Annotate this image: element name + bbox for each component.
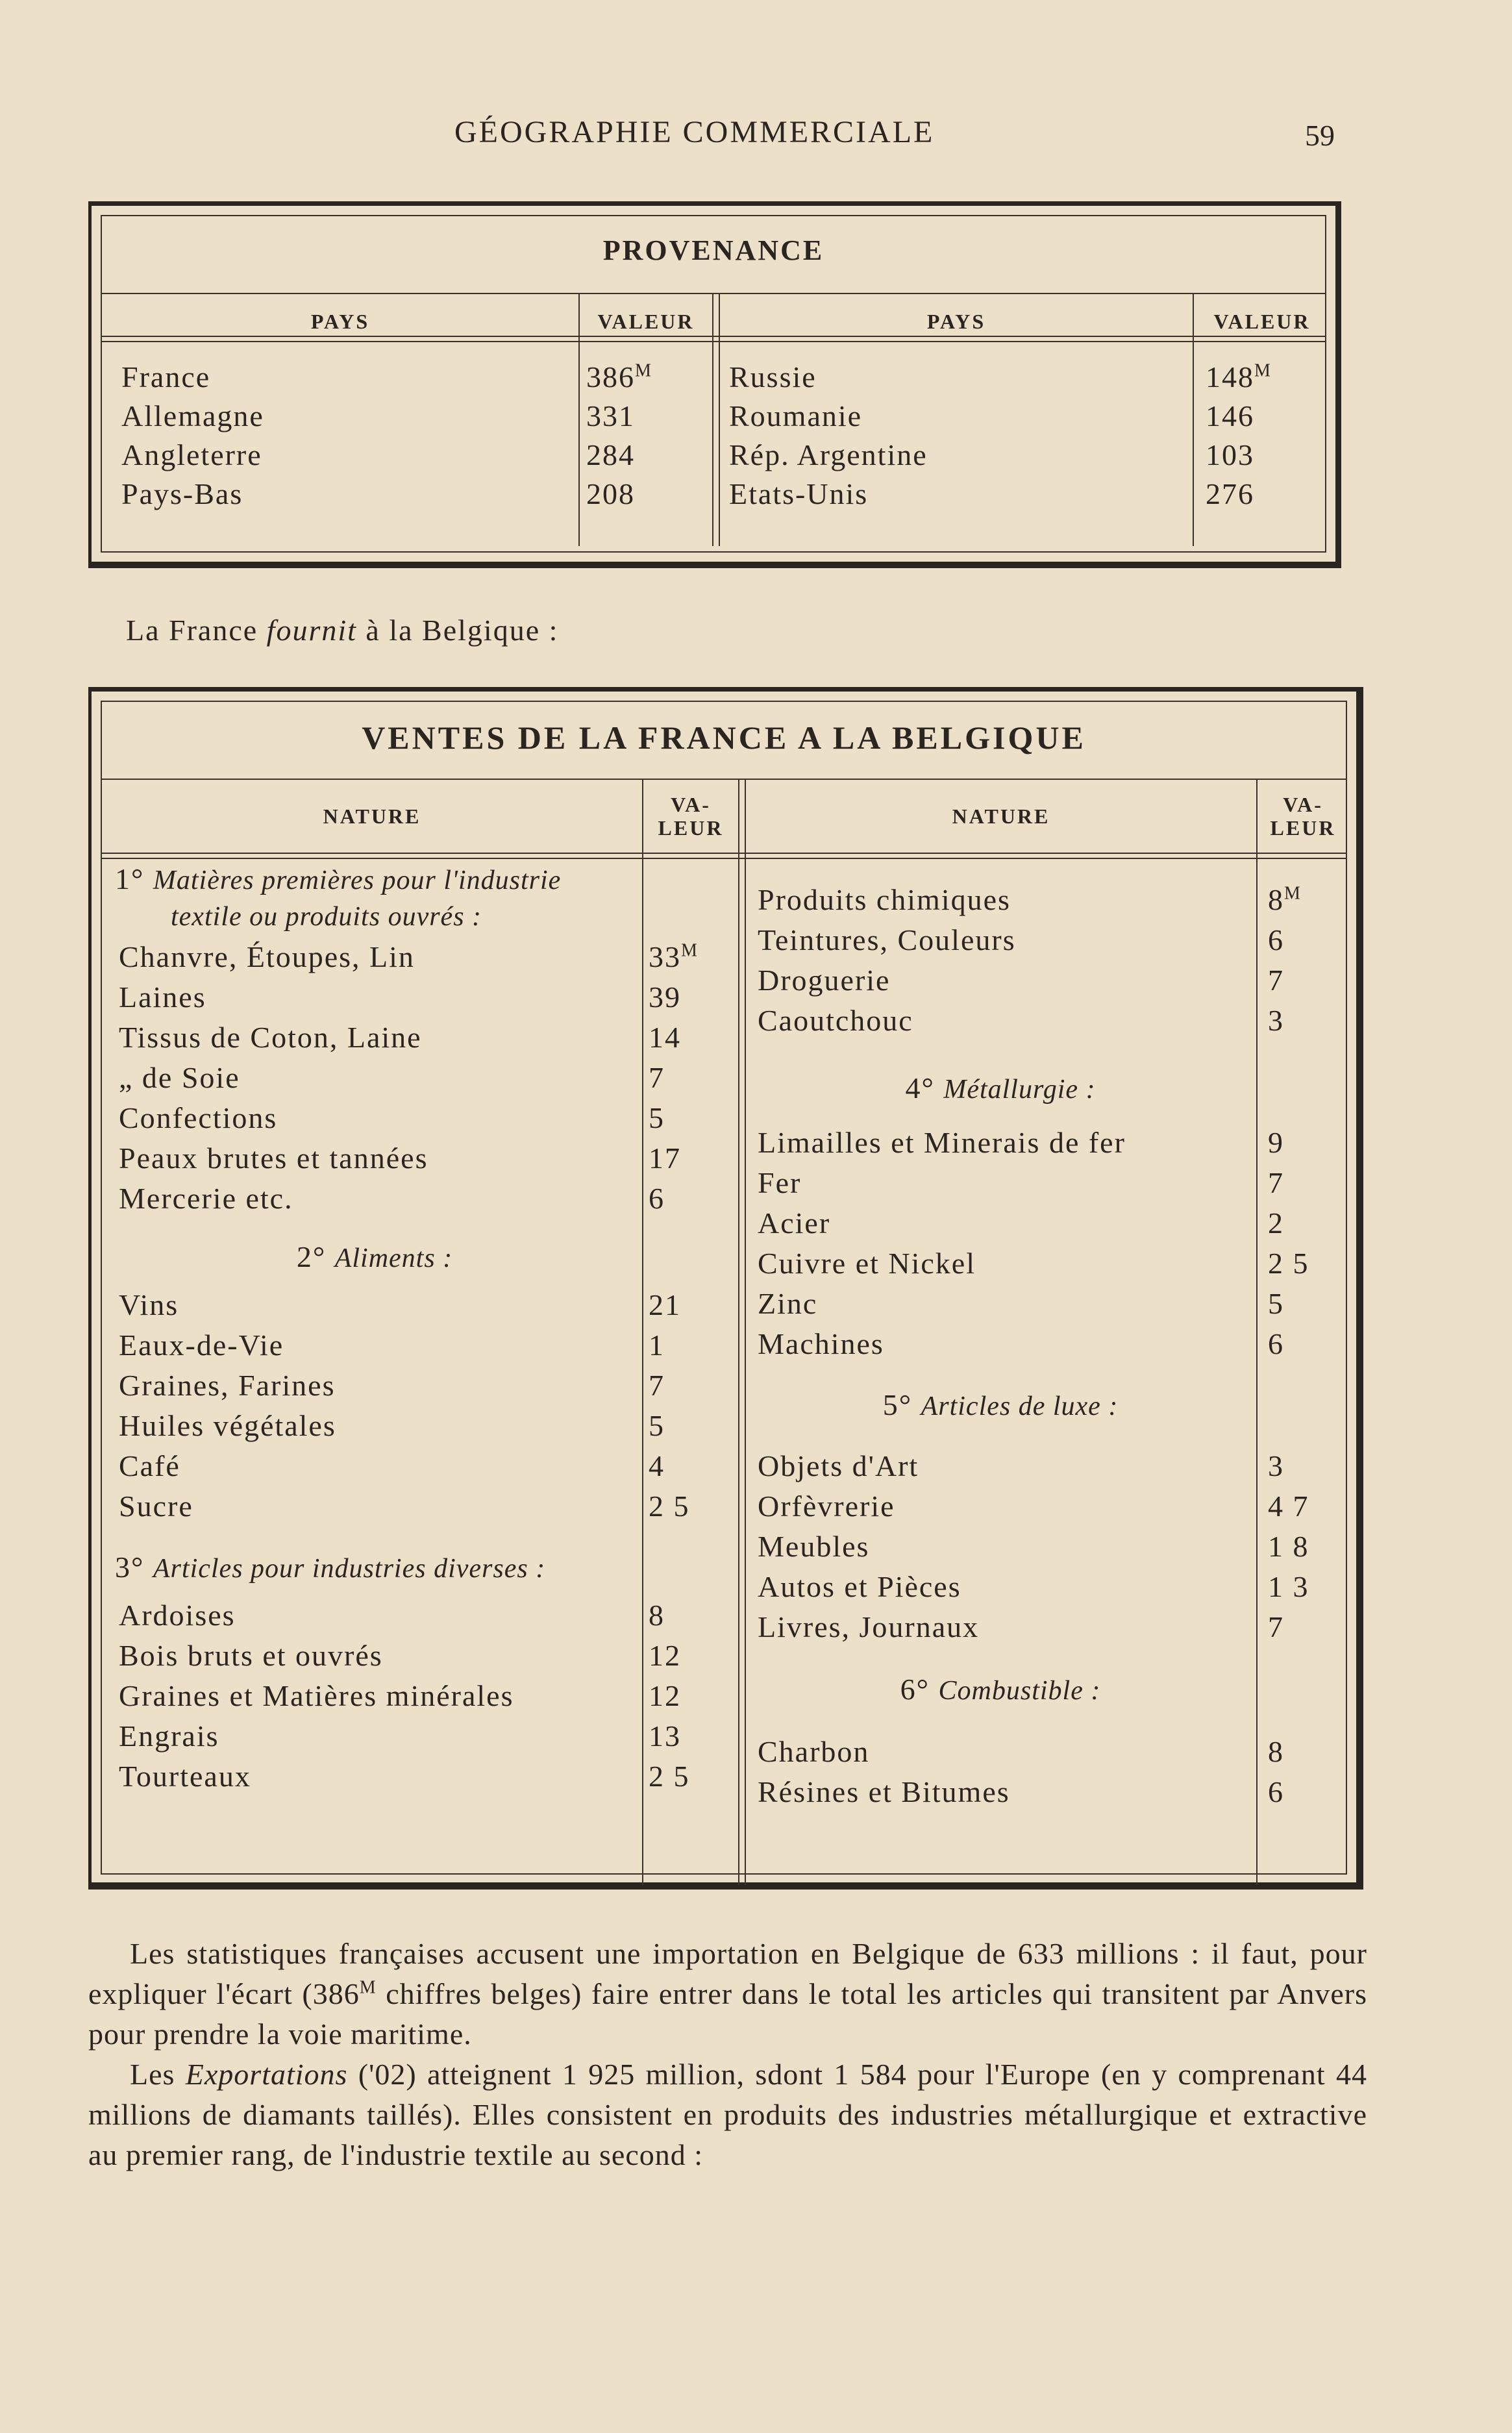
item-value	[1268, 921, 1284, 960]
item-value	[649, 1099, 665, 1138]
item-name: Confections	[119, 1101, 278, 1134]
item-name: Vins	[119, 1288, 179, 1321]
value-number: 9	[1268, 1126, 1284, 1159]
value-number: 6	[1268, 1775, 1284, 1808]
item-name: Ardoises	[119, 1599, 236, 1632]
value-number: 13	[649, 1719, 681, 1753]
item-value	[1268, 1244, 1309, 1283]
value-number: 8	[649, 1599, 665, 1632]
category-label: Matières premières pour l'industrie	[153, 866, 562, 895]
item-value	[649, 1596, 665, 1635]
item-value	[649, 1058, 665, 1097]
item-value	[1268, 1204, 1284, 1243]
value-number: 14	[649, 1021, 681, 1054]
value-number: 3	[1268, 1004, 1284, 1037]
item-name: Graines, Farines	[119, 1369, 336, 1402]
item-value	[1268, 1164, 1284, 1203]
value-number: 2 5	[649, 1490, 690, 1523]
item-name: Tissus de Coton, Laine	[119, 1021, 422, 1054]
value-number: 7	[1268, 964, 1284, 997]
value-number: 7	[1268, 1166, 1284, 1199]
item-name: Graines et Matières minérales	[119, 1679, 514, 1712]
paragraph-2: Les Exportations ('02) atteignent 1 925 million, sdont 1 584 pour l'Europe (en y comprenant 44 millions de diamants taillés). Elles consistent en produits des industries métallurgique et extractive au premier rang, de l'industrie textile au second :	[88, 2058, 1367, 2171]
item-name: Teintures, Couleurs	[758, 923, 1016, 956]
head-valeur-2: VA- LEUR	[1270, 793, 1336, 840]
item-value	[1268, 1773, 1284, 1812]
country-value	[586, 436, 635, 475]
value-number: 146	[1206, 399, 1254, 432]
item-value	[649, 1677, 681, 1716]
item-name: Résines et Bitumes	[758, 1775, 1010, 1808]
item-name: Machines	[758, 1327, 884, 1360]
value-number: 12	[649, 1639, 681, 1672]
country-name: Roumanie	[729, 399, 863, 432]
item-value	[1268, 1567, 1309, 1606]
value-number: 2 5	[1268, 1247, 1309, 1280]
value-number: 148	[1206, 360, 1254, 393]
value-number: 4 7	[1268, 1490, 1309, 1523]
country-value	[586, 475, 635, 514]
item-name: Café	[119, 1449, 180, 1482]
category-number: 3°	[115, 1551, 145, 1584]
item-name: Fer	[758, 1166, 802, 1199]
item-value	[649, 1487, 690, 1526]
category-heading	[115, 1238, 634, 1277]
category-heading	[115, 1548, 634, 1587]
item-value	[649, 1366, 665, 1405]
category-number: 1°	[115, 862, 145, 895]
header-valeur-2: VALEUR	[1213, 310, 1311, 333]
value-number: 7	[1268, 1610, 1284, 1643]
value-number: 284	[586, 438, 635, 471]
item-value	[649, 1179, 665, 1218]
value-number: 386	[586, 360, 635, 393]
country-name: Allemagne	[121, 399, 264, 432]
country-value	[1206, 436, 1254, 475]
item-value	[649, 1757, 690, 1796]
item-name: Droguerie	[758, 964, 891, 997]
header-pays-2: PAYS	[926, 310, 986, 333]
category-heading	[754, 1069, 1247, 1108]
item-value	[649, 938, 699, 977]
item-value	[649, 1139, 681, 1178]
value-number: 276	[1206, 477, 1254, 510]
value-number: 3	[1268, 1449, 1284, 1482]
item-value	[649, 1286, 681, 1325]
category-number: 6°	[900, 1673, 930, 1706]
page-number: 59	[1305, 119, 1335, 152]
item-value	[1268, 1325, 1284, 1364]
running-title: GÉOGRAPHIE COMMERCIALE	[454, 115, 935, 149]
head-nature-2: NATURE	[952, 805, 1050, 828]
country-value	[1206, 475, 1254, 514]
country-value	[1206, 397, 1254, 436]
paragraph-1: Les statistiques françaises accusent une importation en Belgique de 633 millions : il faut, pour expliquer l'écart ($386^M$ chiffres belges) faire entrer dans le total les articles qui transitent par Anvers pour prendre la voie maritime.	[88, 1937, 1367, 2051]
item-name: Caoutchouc	[758, 1004, 913, 1037]
value-number: 6	[1268, 923, 1284, 956]
item-value	[1268, 880, 1302, 919]
value-unit: M	[681, 940, 699, 961]
item-value	[1268, 1608, 1284, 1647]
category-number: 2°	[296, 1240, 327, 1273]
item-value	[649, 1018, 681, 1057]
item-value	[1268, 1001, 1284, 1040]
country-value	[586, 397, 635, 436]
country-name: Pays-Bas	[121, 477, 243, 510]
item-name: Limailles et Minerais de fer	[758, 1126, 1126, 1159]
item-value	[649, 1447, 665, 1486]
item-value	[649, 1326, 665, 1365]
value-number: 5	[1268, 1287, 1284, 1320]
category-label: Aliments :	[334, 1243, 453, 1273]
value-number: 1 3	[1268, 1570, 1309, 1603]
item-name: Engrais	[119, 1719, 219, 1753]
item-value	[1268, 1732, 1284, 1771]
category-label: Combustible :	[938, 1676, 1101, 1706]
category-label: Métallurgie :	[943, 1075, 1096, 1104]
value-number: 7	[649, 1061, 665, 1094]
item-name: Mercerie etc.	[119, 1182, 293, 1215]
value-number: 8	[1268, 1735, 1284, 1768]
value-number: 2	[1268, 1206, 1284, 1240]
header-pays-1: PAYS	[310, 310, 370, 333]
value-number: 21	[649, 1288, 681, 1321]
item-name: Objets d'Art	[758, 1449, 919, 1482]
value-number: 1 8	[1268, 1530, 1309, 1563]
head-valeur-1: VA- LEUR	[658, 793, 724, 840]
ventes-title: VENTES DE LA FRANCE A LA BELGIQUE	[362, 719, 1086, 756]
item-value	[1268, 1447, 1284, 1486]
item-name: Autos et Pièces	[758, 1570, 961, 1603]
item-value	[1268, 1123, 1284, 1162]
value-number: 103	[1206, 438, 1254, 471]
category-label: Articles de luxe :	[921, 1391, 1119, 1421]
category-continued: textile ou produits ouvrés :	[171, 902, 482, 932]
item-name: Produits chimiques	[758, 883, 1011, 916]
item-name: Laines	[119, 980, 206, 1014]
country-name: Rép. Argentine	[729, 438, 928, 471]
value-number: 208	[586, 477, 635, 510]
item-name: Orfèvrerie	[758, 1490, 895, 1523]
item-value	[1268, 961, 1284, 1000]
body-text	[88, 1934, 1367, 2175]
ventes-table	[88, 687, 1363, 1890]
item-name: Zinc	[758, 1287, 818, 1320]
category-number: 5°	[882, 1388, 913, 1421]
country-value	[1206, 358, 1272, 397]
value-number: 5	[649, 1101, 665, 1134]
category-label: Articles pour industries diverses :	[153, 1554, 546, 1584]
intro-line: La France fournit à la Belgique :	[126, 614, 559, 647]
header-valeur-1: VALEUR	[597, 310, 695, 333]
item-name: Bois bruts et ouvrés	[119, 1639, 383, 1672]
item-value	[1268, 1284, 1284, 1323]
item-name: Acier	[758, 1206, 831, 1240]
item-name: Chanvre, Étoupes, Lin	[119, 940, 415, 973]
provenance-title: PROVENANCE	[602, 234, 824, 266]
head-nature-1: NATURE	[323, 805, 421, 828]
item-value	[649, 1717, 681, 1756]
category-number: 4°	[905, 1071, 935, 1104]
item-name: Cuivre et Nickel	[758, 1247, 976, 1280]
value-unit: M	[635, 360, 652, 381]
value-number: 1	[649, 1329, 665, 1362]
item-name: Eaux-de-Vie	[119, 1329, 284, 1362]
country-name: Russie	[729, 360, 817, 393]
value-number: 6	[1268, 1327, 1284, 1360]
item-name: Charbon	[758, 1735, 870, 1768]
item-name: Tourteaux	[119, 1760, 251, 1793]
item-name: Livres, Journaux	[758, 1610, 980, 1643]
country-value	[586, 358, 652, 397]
value-number: 5	[649, 1409, 665, 1442]
item-name: Huiles végétales	[119, 1409, 336, 1442]
provenance-table	[88, 201, 1341, 568]
category-heading	[115, 860, 634, 899]
value-number: 8	[1268, 883, 1284, 916]
item-name: Meubles	[758, 1530, 870, 1563]
value-number: 331	[586, 399, 635, 432]
country-name: France	[121, 360, 211, 393]
item-name: Peaux brutes et tannées	[119, 1142, 428, 1175]
item-value	[1268, 1487, 1309, 1526]
item-value	[649, 978, 681, 1017]
value-number: 39	[649, 980, 681, 1014]
item-name: Sucre	[119, 1490, 193, 1523]
category-heading	[754, 1670, 1247, 1709]
value-number: 4	[649, 1449, 665, 1482]
value-number: 17	[649, 1142, 681, 1175]
category-heading	[754, 1386, 1247, 1425]
value-number: 2 5	[649, 1760, 690, 1793]
value-number: 33	[649, 940, 681, 973]
item-name: „ de Soie	[119, 1061, 240, 1094]
value-unit: M	[1254, 360, 1272, 381]
country-name: Etats-Unis	[729, 477, 869, 510]
item-value	[649, 1636, 681, 1675]
item-value	[1268, 1527, 1309, 1566]
item-value	[649, 1406, 665, 1445]
value-number: 12	[649, 1679, 681, 1712]
value-number: 7	[649, 1369, 665, 1402]
value-unit: M	[1284, 883, 1302, 904]
value-number: 6	[649, 1182, 665, 1215]
country-name: Angleterre	[121, 438, 262, 471]
